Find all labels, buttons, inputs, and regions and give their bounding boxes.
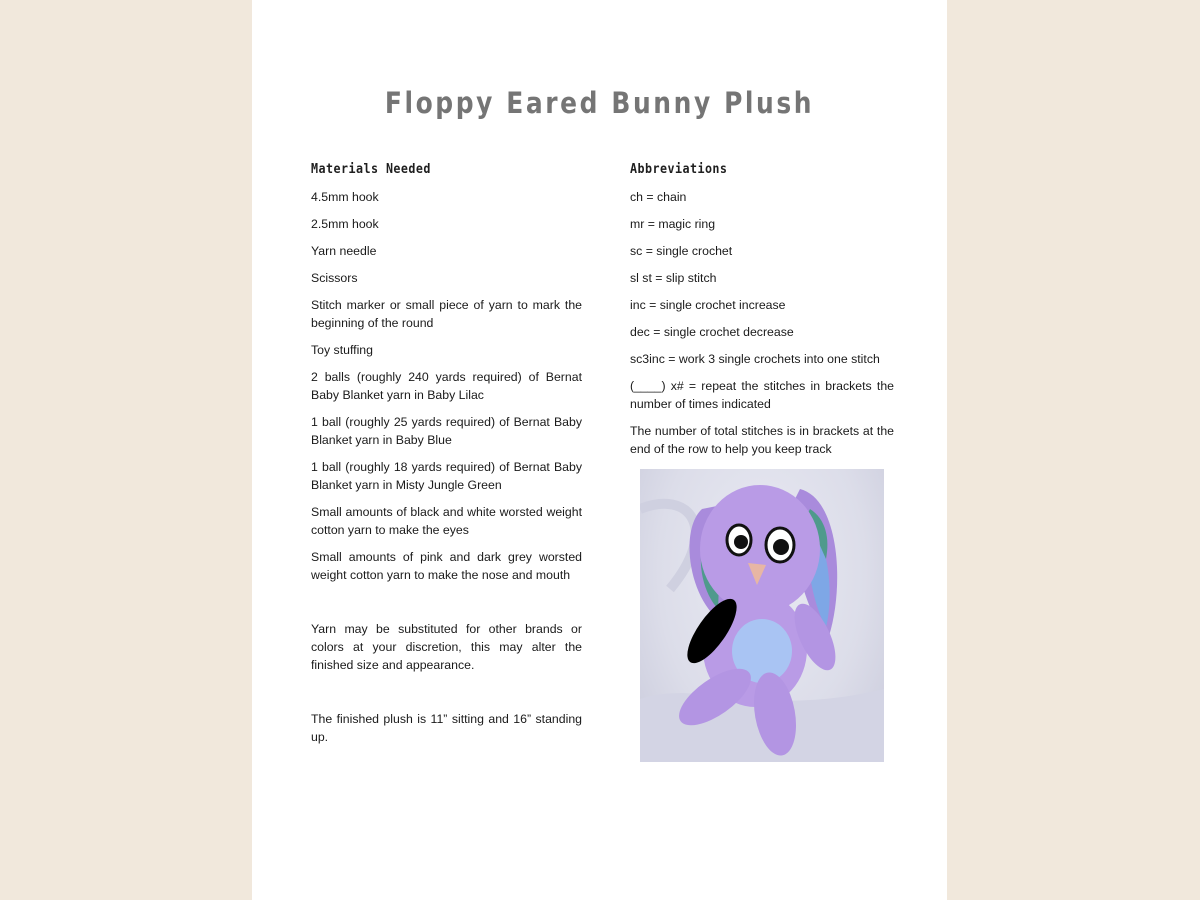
blanket-fold <box>640 504 696 589</box>
abbreviations-heading: Abbreviations <box>630 162 728 177</box>
abbreviation-item: mr = magic ring <box>630 217 716 231</box>
spacer <box>311 683 582 710</box>
materials-heading: Materials Needed <box>311 162 431 177</box>
spacer <box>311 593 582 620</box>
materials-section <box>311 160 582 755</box>
abbreviation-item: sc = single crochet <box>630 244 733 258</box>
material-item: 2.5mm hook <box>311 217 379 231</box>
left-pupil <box>734 535 748 549</box>
material-item: 1 ball (roughly 18 yards required) of Bernat Baby Blanket yarn in Misty Jungle Green <box>311 460 582 492</box>
document-page <box>252 0 947 900</box>
material-item: Yarn needle <box>311 244 377 258</box>
material-item: Small amounts of black and white worsted weight cotton yarn to make the eyes <box>311 505 582 537</box>
material-item: 1 ball (roughly 25 yards required) of Bernat Baby Blanket yarn in Baby Blue <box>311 415 582 447</box>
abbreviation-item: dec = single crochet decrease <box>630 325 794 339</box>
abbreviation-item: inc = single crochet increase <box>630 298 786 312</box>
material-item: Scissors <box>311 271 358 285</box>
abbreviation-item: (____) x# = repeat the stitches in brackets the number of times indicated <box>630 379 894 411</box>
abbreviation-item: sl st = slip stitch <box>630 271 717 285</box>
bunny-illustration <box>640 469 884 762</box>
substitution-note: Yarn may be substituted for other brands or colors at your discretion, this may alter the finished size and appearance. <box>311 622 582 672</box>
material-item: 2 balls (roughly 240 yards required) of Bernat Baby Blanket yarn in Baby Lilac <box>311 370 582 402</box>
right-pupil <box>773 539 789 555</box>
page-title: Floppy Eared Bunny Plush <box>384 86 815 120</box>
finished-size-note: The finished plush is 11” sitting and 16” standing up. <box>311 712 582 744</box>
bunny-plush-photo <box>640 469 884 762</box>
abbreviation-item: sc3inc = work 3 single crochets into one stitch <box>630 352 880 366</box>
material-item: Toy stuffing <box>311 343 373 357</box>
abbreviation-item: The number of total stitches is in brackets at the end of the row to help you keep track <box>630 424 894 456</box>
material-item: Small amounts of pink and dark grey worsted weight cotton yarn to make the nose and mouth <box>311 550 582 582</box>
material-item: 4.5mm hook <box>311 190 379 204</box>
abbreviation-item: ch = chain <box>630 190 687 204</box>
material-item: Stitch marker or small piece of yarn to mark the beginning of the round <box>311 298 582 330</box>
abbreviations-section <box>630 160 894 467</box>
